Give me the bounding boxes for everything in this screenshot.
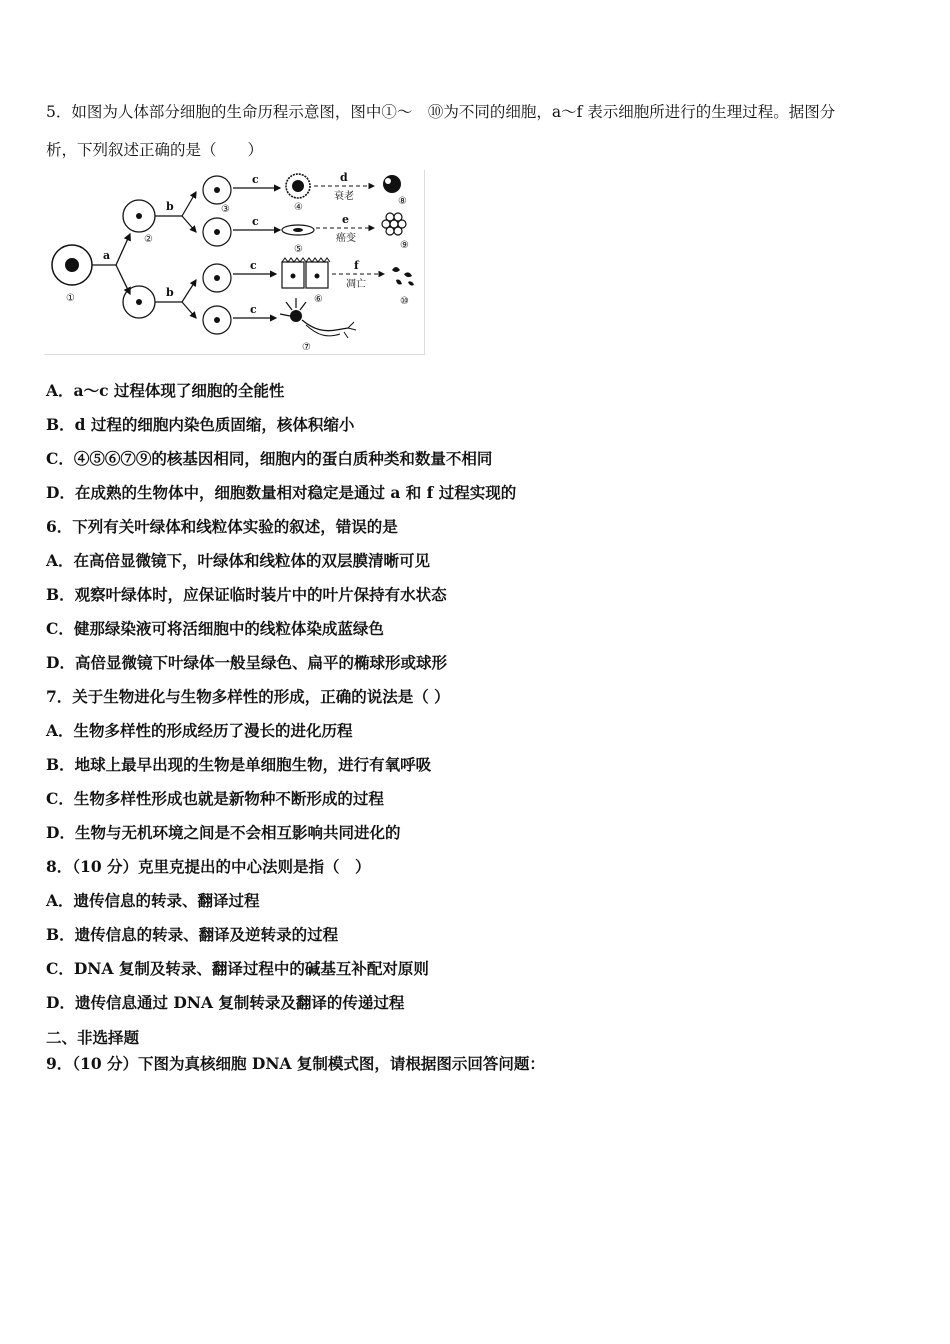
svg-text:⑥: ⑥ (314, 294, 323, 305)
svg-text:a: a (103, 249, 111, 262)
cell-1 (52, 245, 92, 304)
q6-option-d[interactable]: D．高倍显微镜下叶绿体一般呈绿色、扁平的椭球形或球形 (46, 653, 447, 672)
cell-10 (392, 267, 414, 307)
svg-text:c: c (250, 259, 257, 272)
svg-text:b: b (166, 200, 174, 213)
q8-stem: 8．（10 分）克里克提出的中心法则是指（ ） (46, 857, 371, 876)
q5-option-b[interactable]: B．d 过程的细胞内染色质固缩，核体积缩小 (46, 415, 355, 434)
cell-pre-7 (203, 306, 231, 334)
q8-option-b[interactable]: B．遗传信息的转录、翻译及逆转录的过程 (46, 925, 339, 944)
cell-9 (382, 213, 409, 251)
svg-text:凋亡: 凋亡 (346, 279, 366, 290)
svg-text:⑤: ⑤ (294, 244, 303, 255)
svg-text:③: ③ (221, 204, 230, 215)
cell-4 (286, 174, 310, 213)
cell-5 (282, 225, 314, 255)
cell-lower-a (123, 286, 155, 318)
q5-option-c[interactable]: C．④⑤⑥⑦⑨的核基因相同，细胞内的蛋白质种类和数量不相同 (46, 449, 493, 468)
cell-8 (383, 175, 407, 207)
q5-stem-line1: 5．如图为人体部分细胞的生命历程示意图，图中①～ ⑩为不同的细胞，a～f 表示细胞所进行的生理过程。据图分 (46, 103, 836, 121)
svg-text:①: ① (66, 293, 75, 304)
q6-stem: 6．下列有关叶绿体和线粒体实验的叙述，错误的是 (46, 517, 398, 536)
q8-option-d[interactable]: D．遗传信息通过 DNA 复制转录及翻译的传递过程 (46, 993, 405, 1012)
svg-text:d: d (340, 171, 348, 184)
q7-option-b[interactable]: B．地球上最早出现的生物是单细胞生物，进行有氧呼吸 (46, 755, 432, 774)
svg-text:⑨: ⑨ (400, 240, 409, 251)
svg-text:④: ④ (294, 202, 303, 213)
svg-text:②: ② (144, 234, 153, 245)
q6-option-b[interactable]: B．观察叶绿体时，应保证临时装片中的叶片保持有水状态 (46, 585, 447, 604)
q9-stem: 9．（10 分）下图为真核细胞 DNA 复制模式图，请根据图示回答问题： (46, 1054, 545, 1073)
q5-option-a[interactable]: A．a～c 过程体现了细胞的全能性 (46, 381, 285, 400)
q8-option-c[interactable]: C．DNA 复制及转录、翻译过程中的碱基互补配对原则 (46, 959, 429, 978)
svg-text:⑦: ⑦ (302, 342, 311, 353)
svg-text:⑧: ⑧ (398, 196, 407, 207)
q7-option-c[interactable]: C．生物多样性形成也就是新物种不断形成的过程 (46, 789, 384, 808)
q8-option-a[interactable]: A．遗传信息的转录、翻译过程 (46, 891, 260, 910)
q7-stem: 7．关于生物进化与生物多样性的形成，正确的说法是（ ） (46, 687, 450, 706)
cell-pre-6 (203, 264, 231, 292)
svg-text:b: b (166, 286, 174, 299)
q6-option-c[interactable]: C．健那绿染液可将活细胞中的线粒体染成蓝绿色 (46, 619, 384, 638)
svg-text:c: c (252, 173, 259, 186)
q6-option-a[interactable]: A．在高倍显微镜下，叶绿体和线粒体的双层膜清晰可见 (46, 551, 431, 570)
q5-option-d[interactable]: D．在成熟的生物体中，细胞数量相对稳定是通过 a 和 f 过程实现的 (46, 483, 517, 502)
svg-text:e: e (342, 213, 349, 226)
cell-7 (280, 298, 356, 353)
cell-pre-5 (203, 218, 231, 246)
cell-lifecycle-figure (44, 170, 425, 355)
svg-text:衰老: 衰老 (334, 191, 354, 202)
q5-stem-line2: 析，下列叙述正确的是（ ） (46, 141, 264, 159)
cell-6 (282, 258, 330, 305)
svg-text:癌变: 癌变 (336, 233, 356, 244)
svg-text:f: f (354, 259, 359, 272)
q7-option-a[interactable]: A．生物多样性的形成经历了漫长的进化历程 (46, 721, 353, 740)
svg-text:c: c (250, 303, 257, 316)
q7-option-d[interactable]: D．生物与无机环境之间是不会相互影响共同进化的 (46, 823, 401, 842)
cell-3 (203, 176, 231, 215)
svg-text:c: c (252, 215, 259, 228)
section-title: 二、非选择题 (46, 1028, 140, 1047)
svg-text:⑩: ⑩ (400, 296, 409, 307)
